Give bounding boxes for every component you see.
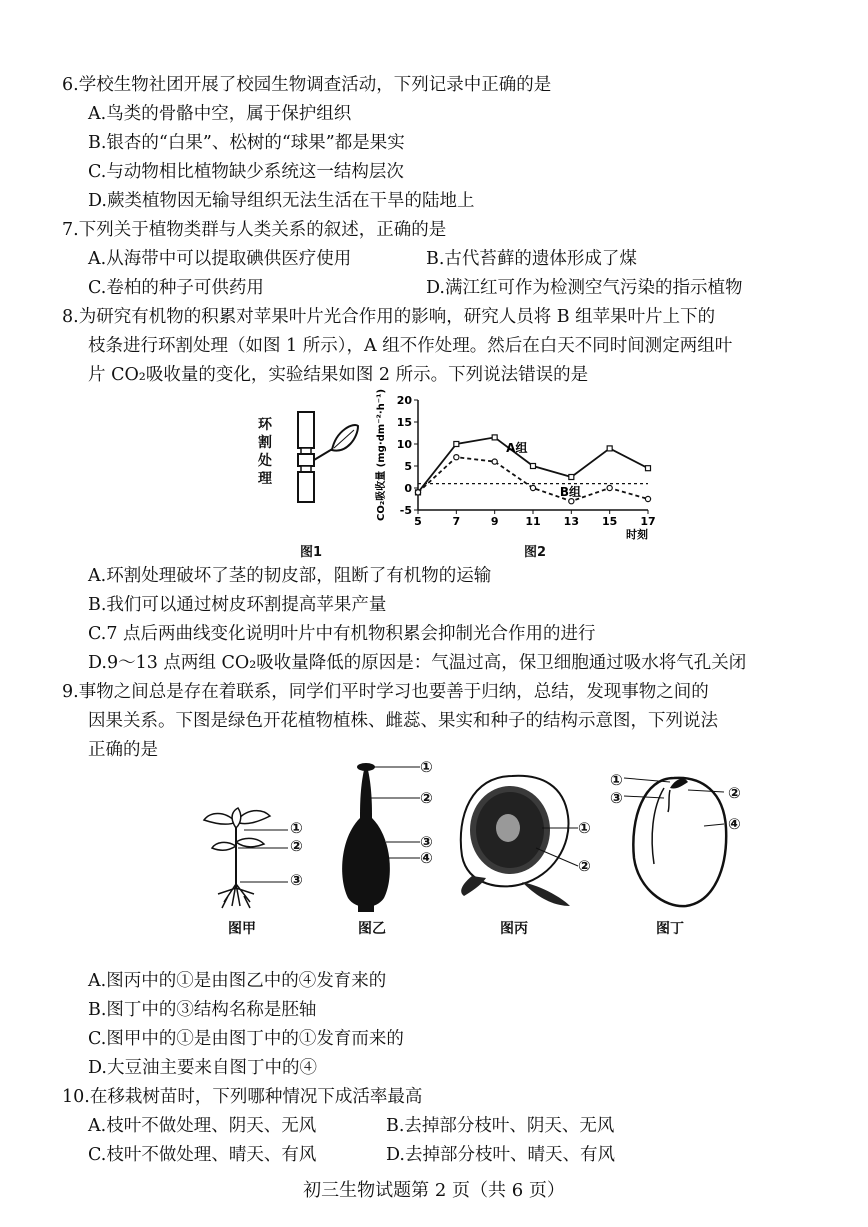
- side-char: 理: [258, 471, 272, 487]
- q7-option-c: C.卷柏的种子可供药用: [88, 278, 264, 298]
- q6-option-d: D.蕨类植物因无输导组织无法生活在干旱的陆地上: [88, 191, 475, 211]
- stem-and-leaf-drawing: [258, 408, 368, 508]
- x-tick-label: 5: [414, 515, 422, 528]
- series-1-point: [531, 464, 536, 469]
- figure-ding-caption: 图丁: [656, 921, 684, 937]
- y-tick-label: 15: [396, 416, 412, 429]
- ding-marker-2: ②: [728, 784, 741, 802]
- y-tick-label: 5: [404, 460, 412, 473]
- series-2-point: [530, 485, 535, 490]
- figure-ding-seed: [624, 768, 744, 918]
- figure-jia-caption: 图甲: [228, 921, 256, 937]
- q6-option-b: B.银杏的“白果”、松树的“球果”都是果实: [88, 133, 405, 153]
- series-1-point: [646, 466, 651, 471]
- x-tick-label: 13: [563, 515, 579, 528]
- jia-marker-3: ③: [290, 871, 303, 889]
- yi-marker-3: ③: [420, 833, 433, 851]
- q9-stem-line2: 因果关系。下图是绿色开花植物植株、雌蕊、果实和种子的结构示意图，下列说法: [88, 711, 718, 731]
- q8-option-b: B.我们可以通过树皮环割提高苹果产量: [88, 595, 387, 615]
- q8-stem-line1: 8.为研究有机物的积累对苹果叶片光合作用的影响，研究人员将 B 组苹果叶片上下的: [62, 307, 716, 327]
- series-1-point: [492, 435, 497, 440]
- series-2-point: [569, 499, 574, 504]
- series-2-point: [645, 496, 650, 501]
- side-char: 割: [258, 435, 272, 451]
- side-char: 环: [258, 417, 272, 433]
- x-tick-label: 9: [490, 515, 499, 528]
- ding-marker-1: ①: [610, 771, 623, 789]
- q10-option-c: C.枝叶不做处理、晴天、有风: [88, 1145, 317, 1165]
- figure-1-girdling: [258, 408, 368, 560]
- q9-option-d: D.大豆油主要来自图丁中的④: [88, 1058, 317, 1078]
- q9-option-b: B.图丁中的③结构名称是胚轴: [88, 1000, 317, 1020]
- series-2-point: [492, 459, 497, 464]
- bing-marker-1: ①: [578, 819, 591, 837]
- q6-stem: 6.学校生物社团开展了校园生物调查活动，下列记录中正确的是: [62, 75, 552, 95]
- figure-yi-caption: 图乙: [358, 921, 386, 937]
- q7-option-b: B.古代苔藓的遗体形成了煤: [426, 249, 637, 269]
- y-tick-label: 10: [396, 438, 412, 451]
- y-axis-label: CO₂吸收量 (mg·dm⁻²·h⁻¹): [376, 388, 387, 522]
- yi-marker-4: ④: [420, 849, 433, 867]
- q8-stem-line3: 片 CO₂吸收量的变化，实验结果如图 2 所示。下列说法错误的是: [88, 365, 589, 385]
- x-tick-label: 15: [602, 515, 618, 528]
- q9-stem-line1: 9.事物之间总是存在着联系，同学们平时学习也要善于归纳，总结，发现事物之间的: [62, 682, 709, 702]
- x-tick-label: 17: [640, 515, 656, 528]
- q7-option-a: A.从海带中可以提取碘供医疗使用: [88, 249, 352, 269]
- series-2-point: [607, 485, 612, 490]
- figure-bing-caption: 图丙: [500, 921, 528, 937]
- q8-option-a: A.环割处理破坏了茎的韧皮部，阻断了有机物的运输: [88, 566, 492, 586]
- q9-stem-line3: 正确的是: [88, 740, 158, 760]
- series-1-point: [454, 442, 459, 447]
- figure-bing-fruit: [452, 766, 602, 916]
- series-1-point: [607, 446, 612, 451]
- yi-marker-2: ②: [420, 789, 433, 807]
- x-axis-label: 时刻: [626, 528, 648, 541]
- x-tick-label: 7: [452, 515, 461, 528]
- jia-marker-1: ①: [290, 819, 303, 837]
- y-tick-label: 20: [396, 394, 412, 407]
- figure-2-caption: 图2: [524, 545, 547, 560]
- yi-marker-1: ①: [420, 758, 433, 776]
- q10-option-d: D.去掉部分枝叶、晴天、有风: [386, 1145, 615, 1165]
- q7-stem: 7.下列关于植物类群与人类关系的叙述，正确的是: [62, 220, 447, 240]
- series-2-point: [415, 490, 420, 495]
- q6-option-a: A.鸟类的骨骼中空，属于保护组织: [88, 104, 352, 124]
- figure-1-caption: 图1: [300, 545, 323, 560]
- side-char: 处: [258, 453, 272, 469]
- q8-option-d: D.9～13 点两组 CO₂吸收量降低的原因是：气温过高，保卫细胞通过吸水将气孔关闭: [88, 653, 747, 673]
- q10-option-a: A.枝叶不做处理、阴天、无风: [88, 1116, 317, 1136]
- q9-option-a: A.图丙中的①是由图乙中的④发育来的: [88, 971, 387, 991]
- ding-marker-4: ④: [728, 815, 741, 833]
- series-1-point: [569, 475, 574, 480]
- figure-2-chart: [370, 388, 656, 555]
- y-tick-label: -5: [399, 504, 412, 517]
- q9-option-c: C.图甲中的①是由图丁中的①发育而来的: [88, 1029, 404, 1049]
- bing-marker-2: ②: [578, 857, 591, 875]
- q8-option-c: C.7 点后两曲线变化说明叶片中有机物积累会抑制光合作用的进行: [88, 624, 596, 644]
- q8-stem-line2: 枝条进行环割处理（如图 1 所示），A 组不作处理。然后在白天不同时间测定两组叶: [88, 336, 733, 356]
- series-2-point: [454, 455, 459, 460]
- x-tick-label: 11: [525, 515, 541, 528]
- page-footer: 初三生物试题第 2 页（共 6 页）: [303, 1180, 565, 1201]
- q10-stem: 10.在移栽树苗时，下列哪种情况下成活率最高: [62, 1087, 423, 1107]
- ding-marker-3: ③: [610, 789, 623, 807]
- y-tick-label: 0: [404, 482, 412, 495]
- series-label-b: B组: [559, 484, 581, 499]
- series-label-a: A组: [506, 440, 528, 455]
- jia-marker-2: ②: [290, 837, 303, 855]
- q7-option-d: D.满江红可作为检测空气污染的指示植物: [426, 278, 743, 298]
- q10-option-b: B.去掉部分枝叶、阴天、无风: [386, 1116, 615, 1136]
- q6-option-c: C.与动物相比植物缺少系统这一结构层次: [88, 162, 404, 182]
